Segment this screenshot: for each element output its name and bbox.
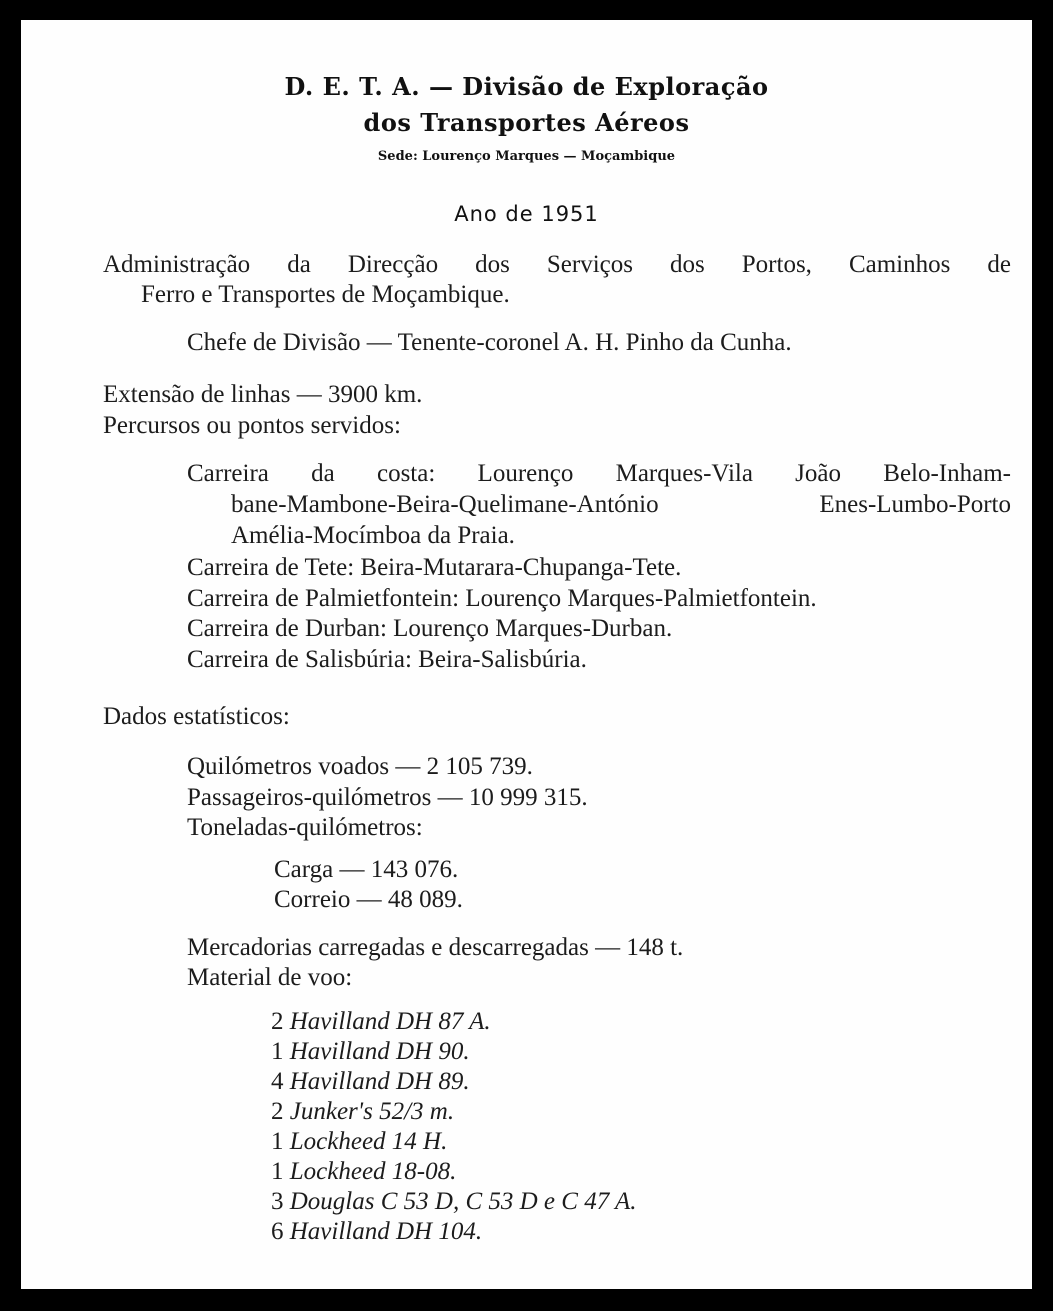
- headquarters-line: Sede: Lourenço Marques — Moçambique: [377, 149, 676, 164]
- fleet-qty: 6: [271, 1218, 284, 1245]
- fleet-item: [271, 1037, 470, 1067]
- fleet-model: Havilland DH 87 A.: [289, 1008, 491, 1035]
- fleet-model: Havilland DH 90.: [289, 1038, 470, 1065]
- fleet-item: [271, 1217, 482, 1247]
- route-costa-line-2: bane-Mambone-Beira-Quelimane-António Enes-Lumbo-Porto: [231, 491, 1011, 518]
- route-costa-line-3: Amélia-Mocímboa da Praia.: [231, 522, 515, 549]
- document-subtitle: dos Transportes Aéreos: [363, 108, 690, 137]
- fleet-item: [271, 1187, 637, 1217]
- administration-line-2: Ferro e Transportes de Moçambique.: [141, 281, 510, 308]
- route-salisburia: Carreira de Salisbúria: Beira-Salisbúria.: [187, 646, 587, 673]
- fleet-qty: 2: [271, 1098, 284, 1125]
- fleet-model: Douglas C 53 D, C 53 D e C 47 A.: [289, 1188, 637, 1215]
- fleet-qty: 1: [271, 1038, 284, 1065]
- route-costa-line-1: Carreira da costa: Lourenço Marques-Vila João Belo-Inham-: [187, 460, 1011, 487]
- fleet-qty: 1: [271, 1158, 284, 1185]
- fleet-model: Havilland DH 89.: [289, 1068, 470, 1095]
- route-tete: Carreira de Tete: Beira-Mutarara-Chupanga-Tete.: [187, 554, 682, 581]
- fleet-model: Junker's 52/3 m.: [289, 1098, 455, 1125]
- stat-cargo: Carga — 143 076.: [274, 856, 459, 883]
- route-palmietfontein: Carreira de Palmietfontein: Lourenço Marques-Palmietfontein.: [187, 585, 817, 612]
- statistics-heading: Dados estatísticos:: [103, 703, 290, 730]
- document-title: D. E. T. A. — Divisão de Exploração: [284, 72, 769, 101]
- document-page: [21, 20, 1032, 1289]
- year-heading: Ano de 1951: [454, 202, 599, 226]
- fleet-qty: 3: [271, 1188, 284, 1215]
- fleet-item: [271, 1097, 454, 1127]
- fleet-item: [271, 1127, 447, 1157]
- stat-km-flown: Quilómetros voados — 2 105 739.: [187, 753, 533, 780]
- stat-ton-km: Toneladas-quilómetros:: [187, 814, 423, 841]
- fleet-model: Lockheed 14 H.: [289, 1128, 448, 1155]
- stat-passenger-km: Passageiros-quilómetros — 10 999 315.: [187, 784, 588, 811]
- fleet-qty: 1: [271, 1128, 284, 1155]
- route-durban: Carreira de Durban: Lourenço Marques-Durban.: [187, 615, 673, 642]
- fleet-item: [271, 1007, 491, 1037]
- stat-mail: Correio — 48 089.: [274, 886, 463, 913]
- fleet-qty: 2: [271, 1008, 284, 1035]
- fleet-item: [271, 1157, 456, 1187]
- stat-goods: Mercadorias carregadas e descarregadas — 148 t.: [187, 934, 684, 961]
- fleet-qty: 4: [271, 1068, 284, 1095]
- division-chief: Chefe de Divisão — Tenente-coronel A. H. Pinho da Cunha.: [187, 329, 792, 356]
- fleet-model: Havilland DH 104.: [289, 1218, 483, 1245]
- fleet-item: [271, 1067, 470, 1097]
- fleet-heading: Material de voo:: [187, 964, 353, 991]
- line-extension: Extensão de linhas — 3900 km.: [103, 381, 423, 408]
- fleet-model: Lockheed 18-08.: [289, 1158, 457, 1185]
- routes-heading: Percursos ou pontos servidos:: [103, 412, 401, 439]
- administration-line-1: Administração da Direcção dos Serviços dos Portos, Caminhos de: [103, 251, 1011, 278]
